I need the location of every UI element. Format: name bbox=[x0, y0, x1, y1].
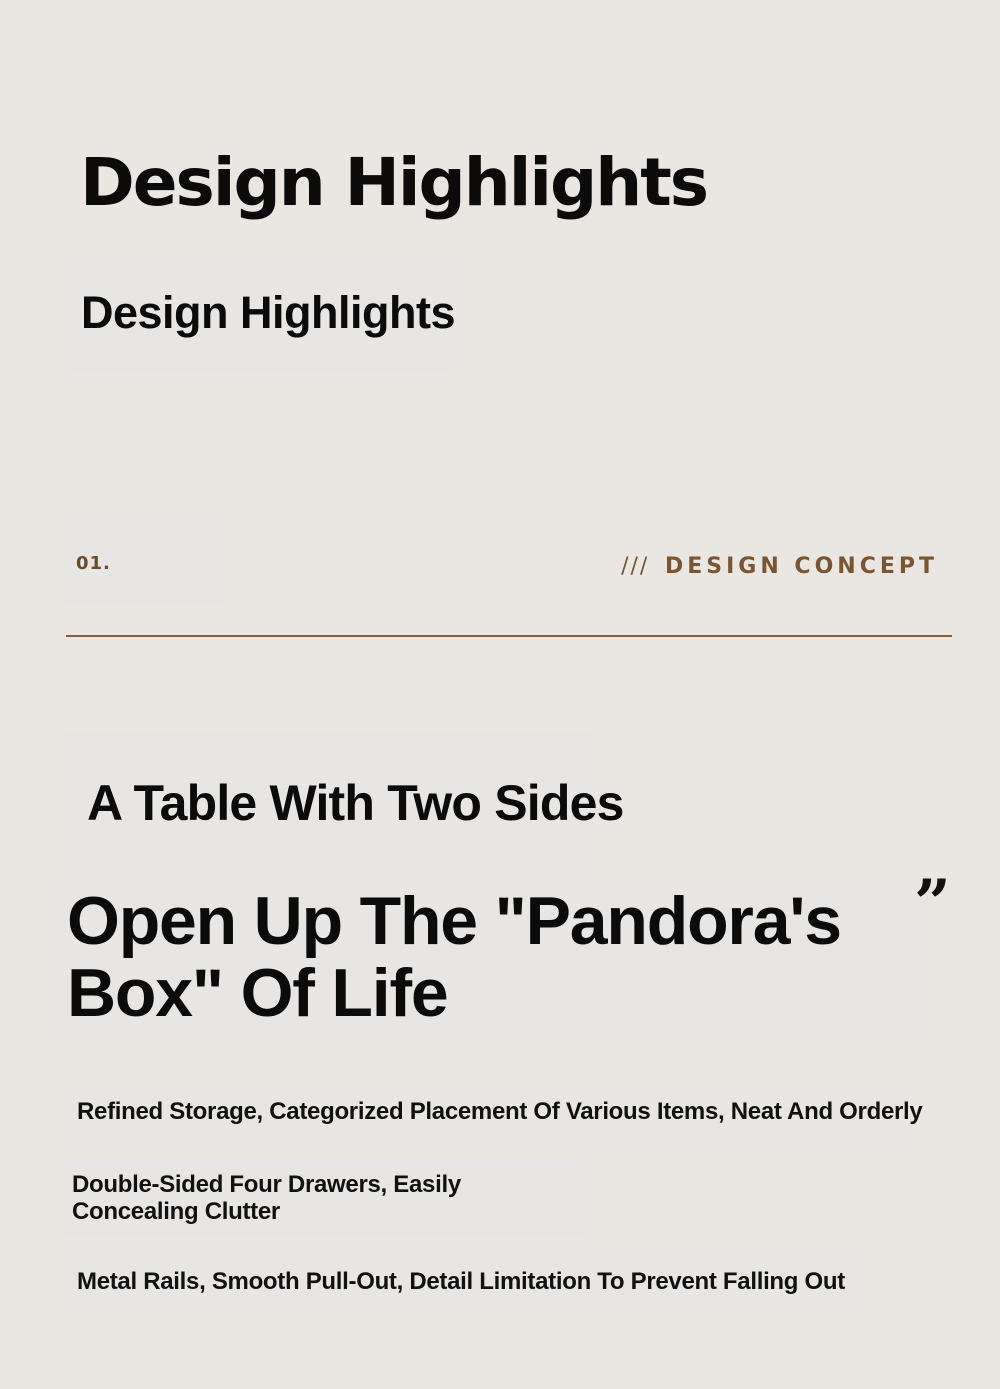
section-label-text: DESIGN CONCEPT bbox=[664, 554, 938, 579]
feature-point: Refined Storage, Categorized Placement Of Various Items, Neat And Orderly bbox=[77, 1098, 923, 1125]
section-label bbox=[621, 554, 938, 579]
closing-quote-mark: ” bbox=[914, 866, 951, 941]
feature-heading: A Table With Two Sides bbox=[87, 775, 624, 831]
section-index: 01. bbox=[76, 553, 111, 574]
section-divider bbox=[66, 635, 952, 637]
page-subtitle: Design Highlights bbox=[81, 287, 455, 338]
feature-statement: Open Up The "Pandora's Box" Of Life bbox=[67, 883, 841, 1031]
page-title: Design Highlights bbox=[80, 144, 708, 221]
section-label-slashes: /// bbox=[621, 554, 650, 579]
feature-point: Double-Sided Four Drawers, Easily Concealing Clutter bbox=[72, 1171, 461, 1225]
feature-point: Metal Rails, Smooth Pull-Out, Detail Limitation To Prevent Falling Out bbox=[77, 1268, 845, 1295]
